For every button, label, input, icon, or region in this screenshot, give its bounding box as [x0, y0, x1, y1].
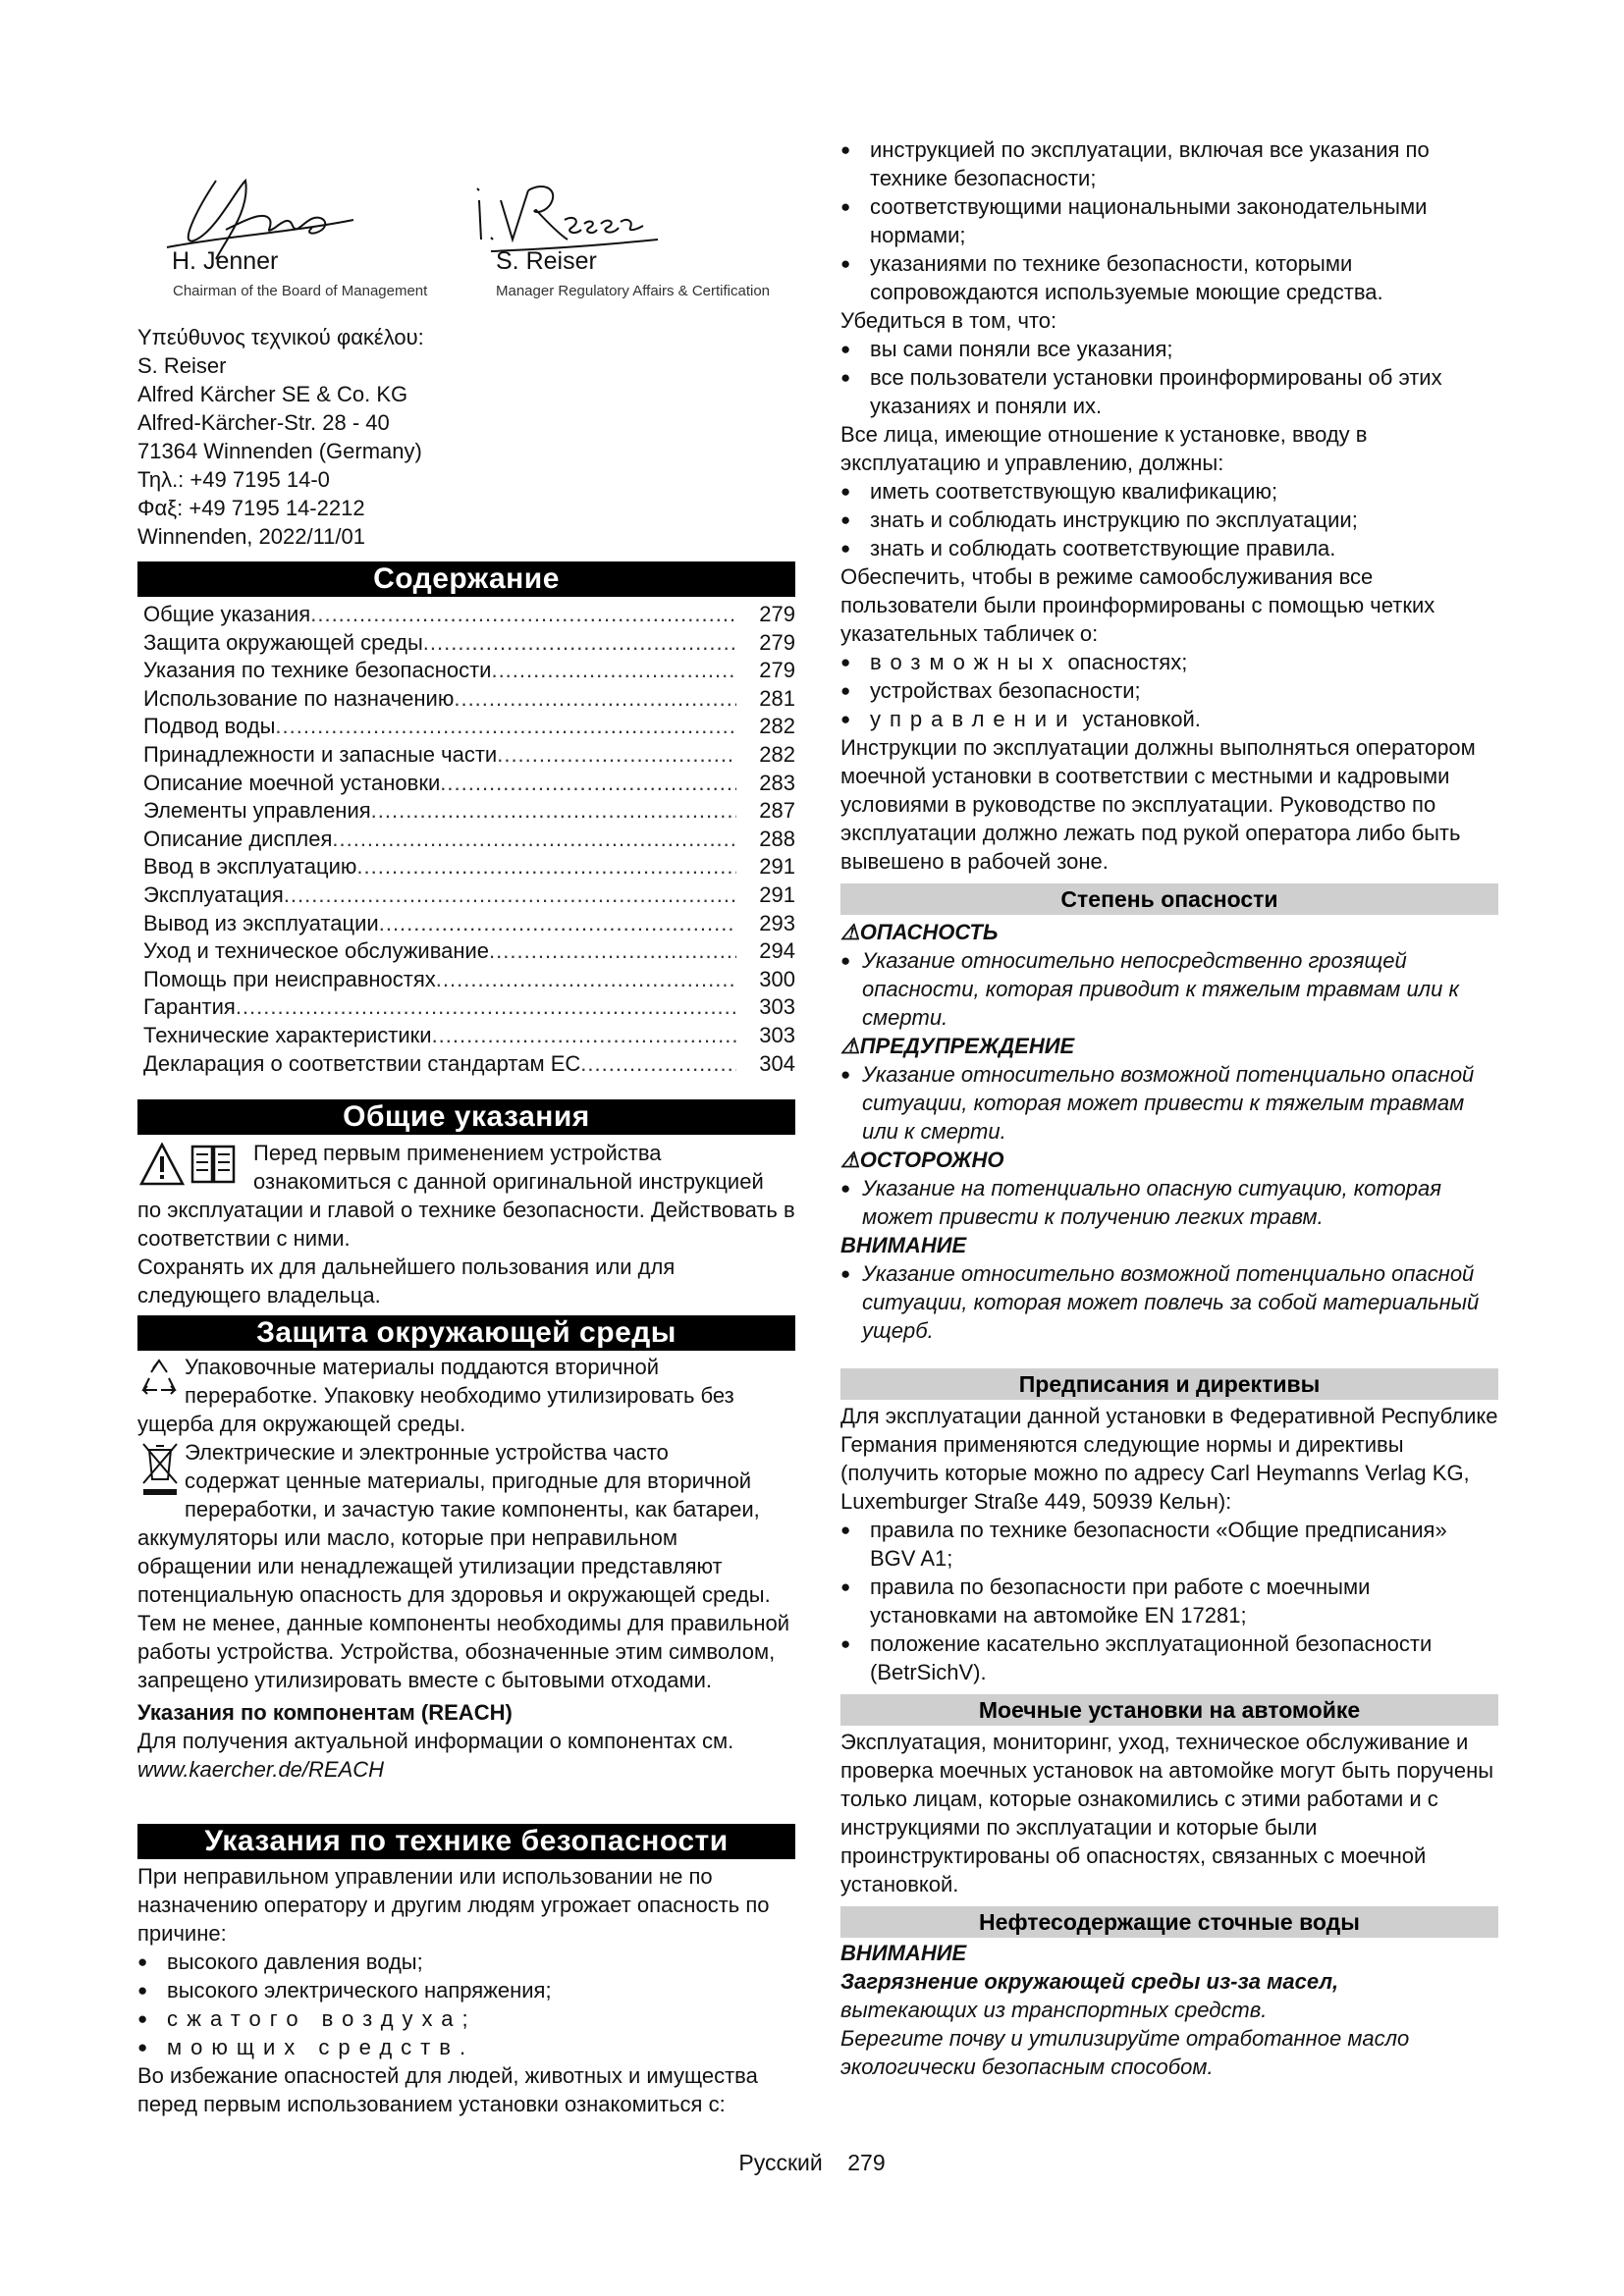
toc-entry[interactable]: Гарантия ..... 303 — [143, 993, 795, 1022]
address-line: Alfred-Kärcher-Str. 28 - 40 — [137, 410, 390, 435]
safety-outro: Во избежание опасностей для людей, животных и имущества перед первым использованием установки ознакомиться с: — [137, 2063, 758, 2116]
oil-bold-text: Загрязнение окружающей среды из-за масел, — [840, 1969, 1339, 1994]
right-bullet: ● инструкцией по эксплуатации, включая все указания по технике безопасности; — [840, 135, 1498, 192]
warning-label: ⚠ПРЕДУПРЕЖДЕНИЕ — [840, 1034, 1075, 1058]
right-bullet: ● иметь соответствующую квалификацию; — [840, 477, 1498, 506]
general-section — [137, 1139, 795, 1309]
toc-entry[interactable]: Защита окружающей среды ..... 279 — [143, 629, 795, 658]
carwash-section — [840, 1728, 1498, 1898]
toc-entry[interactable]: Использование по назначению ..... 281 — [143, 685, 795, 714]
warning-triangle-icon: ⚠ — [840, 1034, 860, 1058]
address-line: Winnenden, 2022/11/01 — [137, 524, 365, 549]
right-bullet: ● возможных опасностях; — [840, 648, 1498, 676]
toc-heading: Содержание — [137, 561, 795, 597]
regulations-heading: Предписания и директивы — [840, 1368, 1498, 1400]
caution-text: ● Указание на потенциально опасную ситуацию, которая может привести к получению легких травм. — [840, 1174, 1498, 1231]
right-bullet: ● управлении установкой. — [840, 705, 1498, 733]
regulations-bullet: ● правила по безопасности при работе с моечными установками на автомойке EN 17281; — [840, 1573, 1498, 1629]
reach-text: Для получения актуальной информации о компонентах см. — [137, 1729, 734, 1753]
responsible-address — [137, 323, 795, 551]
safety-intro: При неправильном управлении или использовании не по назначению оператору и другим людям угрожает опасность по причине: — [137, 1864, 770, 1946]
regulations-bullet: ● правила по технике безопасности «Общие предписания» BGV A1; — [840, 1516, 1498, 1573]
toc-entry[interactable]: Декларация о соответствии стандартам ЕС ..... 304 — [143, 1050, 795, 1079]
notice-text: ● Указание относительно возможной потенциально опасной ситуации, которая может повлечь за собой материальный ущерб. — [840, 1259, 1498, 1345]
address-line: S. Reiser — [137, 353, 227, 378]
toc-entry[interactable]: Помощь при неисправностях ..... 300 — [143, 966, 795, 994]
safety-bullet: ● высокого электрического напряжения; — [137, 1976, 795, 2004]
ensure-text: Убедиться в том, что: — [840, 308, 1057, 333]
signer-1-role: Chairman of the Board of Management — [173, 283, 428, 299]
danger-label: ⚠ОПАСНОСТЬ — [840, 920, 999, 944]
reach-link[interactable]: www.kaercher.de/REACH — [137, 1757, 385, 1782]
environment-heading: Защита окружающей среды — [137, 1315, 795, 1351]
warning-triangle-icon: ⚠ — [840, 1148, 860, 1172]
signer-2-role: Manager Regulatory Affairs & Certification — [496, 283, 771, 299]
safety-heading: Указания по технике безопасности — [137, 1824, 795, 1859]
toc-entry[interactable]: Принадлежности и запасные части ..... 282 — [143, 741, 795, 770]
recycle-icon — [139, 1357, 179, 1396]
environment-section — [137, 1353, 795, 1784]
warning-text: ● Указание относительно возможной потенциально опасной ситуации, которая может привести к тяжелым травмам или к смерти. — [840, 1060, 1498, 1146]
persons-text: Все лица, имеющие отношение к установке, вводу в эксплуатацию и управлению, должны: — [840, 422, 1368, 475]
electro-text-rest: аккумуляторы или масло, которые при неправильном обращении или ненадлежащей утилизации представляют потенциальную опасность для здоровья и окружающей среды. Тем не менее, данные компоненты необходимы для правильной работы устройства. Устройства, обозначенные этим символом, запрещено утилизировать вместе с бытовыми отходами. — [137, 1525, 790, 1692]
toc-entry[interactable]: Уход и техническое обслуживание ..... 294 — [143, 937, 795, 966]
page-number: 279 — [847, 2150, 886, 2175]
self-service-text: Обеспечить, чтобы в режиме самообслуживания все пользователи были проинформированы с помощью четких указательных табличек о: — [840, 564, 1435, 646]
address-line: Φαξ: +49 7195 14-2212 — [137, 496, 365, 520]
caution-label: ⚠ОСТОРОЖНО — [840, 1148, 1004, 1172]
toc-entry[interactable]: Подвод воды ..... 282 — [143, 713, 795, 741]
signer-2-name: S. Reiser — [496, 247, 597, 275]
right-bullet: ● знать и соблюдать соответствующие правила. — [840, 534, 1498, 562]
toc-entry[interactable]: Элементы управления ..... 287 — [143, 797, 795, 826]
electro-text-line2: содержат ценные материалы, пригодные для вторичной — [185, 1468, 752, 1493]
manual-book-icon — [189, 1141, 238, 1186]
carwash-heading: Моечные установки на автомойке — [840, 1694, 1498, 1726]
right-bullet: ● вы сами поняли все указания; — [840, 335, 1498, 363]
toc-entry[interactable]: Технические характеристики ..... 303 — [143, 1022, 795, 1050]
general-keep-text: Сохранять их для дальнейшего пользования или для следующего владельца. — [137, 1255, 676, 1308]
electro-text-line3: переработки, и зачастую такие компоненты, как батареи, — [185, 1497, 760, 1522]
safety-bullet: ● высокого давления воды; — [137, 1948, 795, 1976]
safety-bullet: ● сжатого воздуха; — [137, 2004, 795, 2033]
right-bullet: ● знать и соблюдать инструкцию по эксплуатации; — [840, 506, 1498, 534]
safety-bullet: ● моющих средств. — [137, 2033, 795, 2061]
oil-section — [840, 1939, 1498, 2081]
crossed-bin-icon — [141, 1440, 179, 1499]
general-text-line2: ознакомиться с данной оригинальной инструкцией — [253, 1169, 764, 1194]
toc-entry[interactable]: Эксплуатация ..... 291 — [143, 881, 795, 910]
notice-label: ВНИМАНИЕ — [840, 1233, 967, 1257]
regulations-intro: Для эксплуатации данной установки в Федеративной Республике Германия применяются следующие нормы и директивы (получить которые можно по адресу Carl Heymanns Verlag KG, Luxemburger Straße 449, 50939 Кельн): — [840, 1404, 1498, 1514]
toc-entry[interactable]: Описание дисплея ..... 288 — [143, 826, 795, 854]
address-line: 71364 Winnenden (Germany) — [137, 439, 422, 463]
danger-text: ● Указание относительно непосредственно грозящей опасности, которая приводит к тяжелым травмам или к смерти. — [840, 946, 1498, 1032]
toc-entry[interactable]: Вывод из эксплуатации ..... 293 — [143, 910, 795, 938]
oil-text-line3: Берегите почву и утилизируйте отработанное масло экологически безопасным способом. — [840, 2026, 1410, 2079]
address-line: Υπεύθυνος τεχνικού φακέλου: — [137, 325, 424, 349]
warning-triangle-icon: ⚠ — [840, 920, 860, 944]
packaging-text-line3: ущерба для окружающей среды. — [137, 1412, 466, 1436]
reach-title: Указания по компонентам (REACH) — [137, 1700, 513, 1725]
address-line: Τηλ.: +49 7195 14-0 — [137, 467, 330, 492]
danger-heading: Степень опасности — [840, 883, 1498, 915]
right-bullet: ● все пользователи установки проинформированы об этих указаниях и поняли их. — [840, 363, 1498, 420]
address-line: Alfred Kärcher SE & Co. KG — [137, 382, 408, 406]
right-bullet: ● соответствующими национальными законодательными нормами; — [840, 192, 1498, 249]
right-bullet: ● устройствах безопасности; — [840, 676, 1498, 705]
toc-list — [137, 601, 795, 1078]
oil-text-line2: вытекающих из транспортных средств. — [840, 1998, 1268, 2022]
page-footer — [0, 2150, 1624, 2176]
toc-entry[interactable]: Указания по технике безопасности ..... 279 — [143, 657, 795, 685]
oil-heading: Нефтесодержащие сточные воды — [840, 1906, 1498, 1938]
right-bullet: ● указаниями по технике безопасности, которыми сопровождаются используемые моющие средства. — [840, 249, 1498, 306]
general-text-line1: Перед первым применением устройства — [253, 1141, 662, 1165]
safety-continued — [840, 135, 1498, 876]
instructions-text: Инструкции по эксплуатации должны выполняться оператором моечной установки в соответствии с местными и кадровыми условиями в руководстве по эксплуатации. Руководство по эксплуатации должно лежать под рукой оператора либо быть вывешено в рабочей зоне. — [840, 735, 1476, 874]
regulations-section — [840, 1402, 1498, 1686]
signature-block — [137, 137, 795, 314]
warning-icon — [139, 1143, 185, 1186]
regulations-bullet: ● положение касательно эксплуатационной безопасности (BetrSichV). — [840, 1629, 1498, 1686]
toc-entry[interactable]: Ввод в эксплуатацию ..... 291 — [143, 853, 795, 881]
general-heading: Общие указания — [137, 1099, 795, 1135]
signer-1-name: H. Jenner — [172, 247, 279, 275]
general-text-rest: по эксплуатации и главой о технике безопасности. Действовать в соответствии с ними. — [137, 1198, 795, 1251]
oil-label: ВНИМАНИЕ — [840, 1941, 967, 1965]
electro-text-line1: Электрические и электронные устройства часто — [185, 1440, 669, 1465]
packaging-text-line1: Упаковочные материалы поддаются вторичной — [185, 1355, 660, 1379]
packaging-text-line2: переработке. Упаковку необходимо утилизировать без — [185, 1383, 734, 1408]
toc-entry[interactable]: Общие указания ..... 279 — [143, 601, 795, 629]
toc-entry[interactable]: Описание моечной установки ..... 283 — [143, 770, 795, 798]
carwash-text: Эксплуатация, мониторинг, уход, техническое обслуживание и проверка моечных установок на автомойке могут быть поручены только лицам, которые ознакомились с этими работами и с инструкциями по эксплуатации и которые были проинструктированы об опасностях, связанных с моечной установкой. — [840, 1730, 1494, 1896]
safety-section — [137, 1862, 795, 2118]
footer-language: Русский — [738, 2150, 823, 2175]
danger-section — [840, 918, 1498, 1345]
